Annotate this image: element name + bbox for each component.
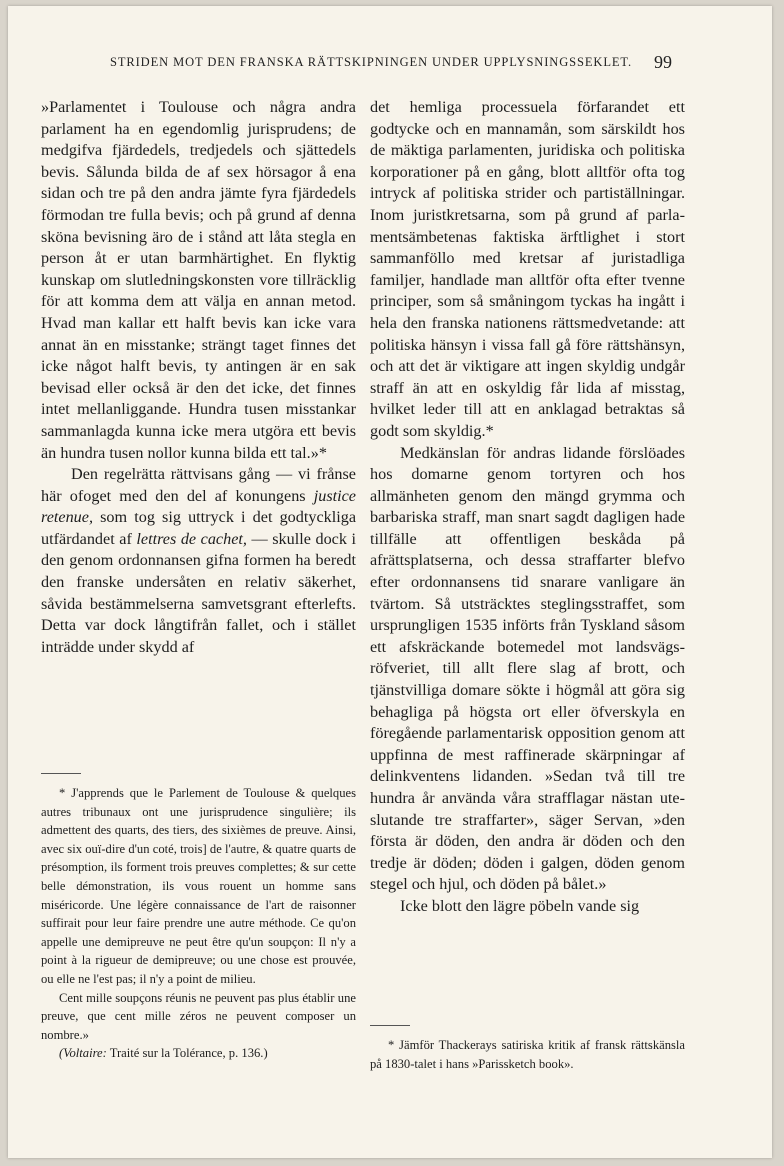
left-column-body: [41, 97, 356, 658]
left-footnote-citation: [41, 1044, 356, 1063]
right-footnote-block: [370, 1009, 685, 1073]
left-p2-mid: som tog sig uttryck i det godtyckliga utfärdandet af: [41, 508, 356, 548]
footnote-rule: [370, 1025, 410, 1026]
left-paragraph-2: [41, 464, 356, 658]
right-paragraph-3: Icke blott den lägre pöbeln vande sig: [400, 896, 640, 915]
running-head: STRIDEN MOT DEN FRANSKA RÄTTSKIPNINGEN UNDER UPPLYSNINGSSEKLET.: [110, 55, 633, 69]
citation-source: Traité sur la Tolérance, p. 136.): [106, 1046, 268, 1061]
left-p2-italic-justice: justice retenue,: [41, 486, 356, 527]
left-paragraph-quote: »Parlamentet i Toulouse och några andra parlament ha en egendomlig jurisprudens; de medgifva fjärdedels, tredjedels och sjättedels bevis. Sålunda bilda de af sex hörsagor å ena sidan och tre på den andra jämte fyra fjärdedels förmodan tre fulla bevis; och på grund af denna sköna bevisning äro de i stånd att låta stegla en person åt er utan barmhärtighet. En flyktig kunskap om slutledningskonsten vore tillräcklig för att komma dem att välja en annan metod. Hvad man kallar ett halft bevis kan icke vara annat än en misstanke; strängt taget finnes det icke något halft bevis, ty antingen är en sak bevisad eller också är den det icke, det finnes intet mellanliggande. Hundra tusen misstankar sammanlagda kunna icke mera utgöra ett bevis än hundra tusen nollor kunna bilda ett tal.»*: [41, 98, 356, 462]
right-paragraph-2: Medkänslan för andras lidande förslöades hos domarne genom tortyren och hos allmänheten genom den mängd grymma och barbariska straff, man snart sagdt dagligen hade tillfälle att offentligen beskåda på afrättsplatserna, och dessa straffarter blefvo efter ordonnansens tid snarare vanligare än tvärtom. Så utsträcktes steglingsstraffet, som ursprungligen 1535 införts från Tyskland såsom ett afskräckande botemedel mot landsvägsröfveriet, till allt flere slag af brott, och tjänstvilliga domare sökte i högmål att göra sig behagliga på högsta ort eller öfverskyla en föregående parlamentarisk opposition genom att uppfinna de mest raffinerade skärpningar af delinkventens lidanden. »Sedan två till tre hundra år använda våra strafflagar nästan uteslutande tre straffarter», säger Servan, »den första är döden, den andra är döden och den tredje är döden; döden i galgen, döden genom stegel och hjul, och döden på bålet.»: [370, 443, 685, 894]
left-p2-end: — skulle dock i den genom ordonnansen gifna formen ha beredt den franske undersåten en relativ säkerhet, såvida bestämmelserna samvetsgrant efterlefts. Detta var dock långtifrån fallet, och i stället inträdde under skydd af: [41, 529, 356, 656]
left-p2-italic-lettres: lettres de cachet,: [136, 529, 247, 548]
left-footnote: [41, 784, 356, 1063]
left-footnote-p2: Cent mille soupçons réunis ne peuvent pas plus établir une preuve, que cent mille zéros ne peuvent composer un nombre.»: [41, 990, 356, 1042]
book-page: [8, 6, 772, 1158]
page-number: 99: [654, 52, 672, 72]
right-footnote: [370, 1036, 685, 1073]
right-column-body: [370, 97, 685, 918]
left-footnote-block: [41, 757, 356, 1063]
right-paragraph-1: det hemliga processuela förfarandet ett godtycke och en mannamån, som särskildt hos de mäktiga parlamenten, juridiska och politiska korporationer på en gång, blott alltför ofta tog intryck af politiska strider och partiställningar. Inom juristkretsarna, som på grund af parlamentsämbetenas faktiska ärftlighet i stort sammanföllo med kretsar af juristadliga familjer, handlade man alltför ofta efter tvenne principer, som så småningom tyckas ha ingått i hela den franska nationens rättsmedvetande: att politiska hänsyn i vissa fall gå före rättshänsyn, och att det är viktigare att ingen skyldig undgår straff än att en oskyldig får lida af misstag, hvilket leder till att en anklagad betraktas så godt som skyldig.*: [370, 98, 685, 440]
citation-author: (Voltaire:: [59, 1046, 107, 1061]
right-footnote-text: * Jämför Thackerays satiriska kritik af fransk rättskänsla på 1830-talet i hans »Parissketch book».: [370, 1038, 685, 1071]
footnote-rule: [41, 773, 81, 774]
left-footnote-p1: * J'apprends que le Parlement de Toulouse & quelques autres tribunaux ont une jurisprudence singulière; ils admettent des quarts, des tiers, des sixièmes de preuve. Ainsi, avec six ouï-dire d'un coté, trois] de l'autre, & quatre quarts de présomption, ils forment trois preuves complettes; & sur cette belle démonstration, ils vous rouent un homme sans miséricorde. Une légère connaissance de l'art de raisonner suffirait pour leur faire prendre une autre méthode. Ce qu'on appelle une demipreuve ne peut être qu'un soupçon: Il n'y a point à la rigueur de demipreuve; ou une chose est prouvée, ou elle ne l'est pas; il n'y a point de milieu.: [41, 786, 356, 986]
left-p2-start: Den regelrätta rättvisans gång — vi frånse här ofoget med den del af konungens: [41, 465, 356, 505]
